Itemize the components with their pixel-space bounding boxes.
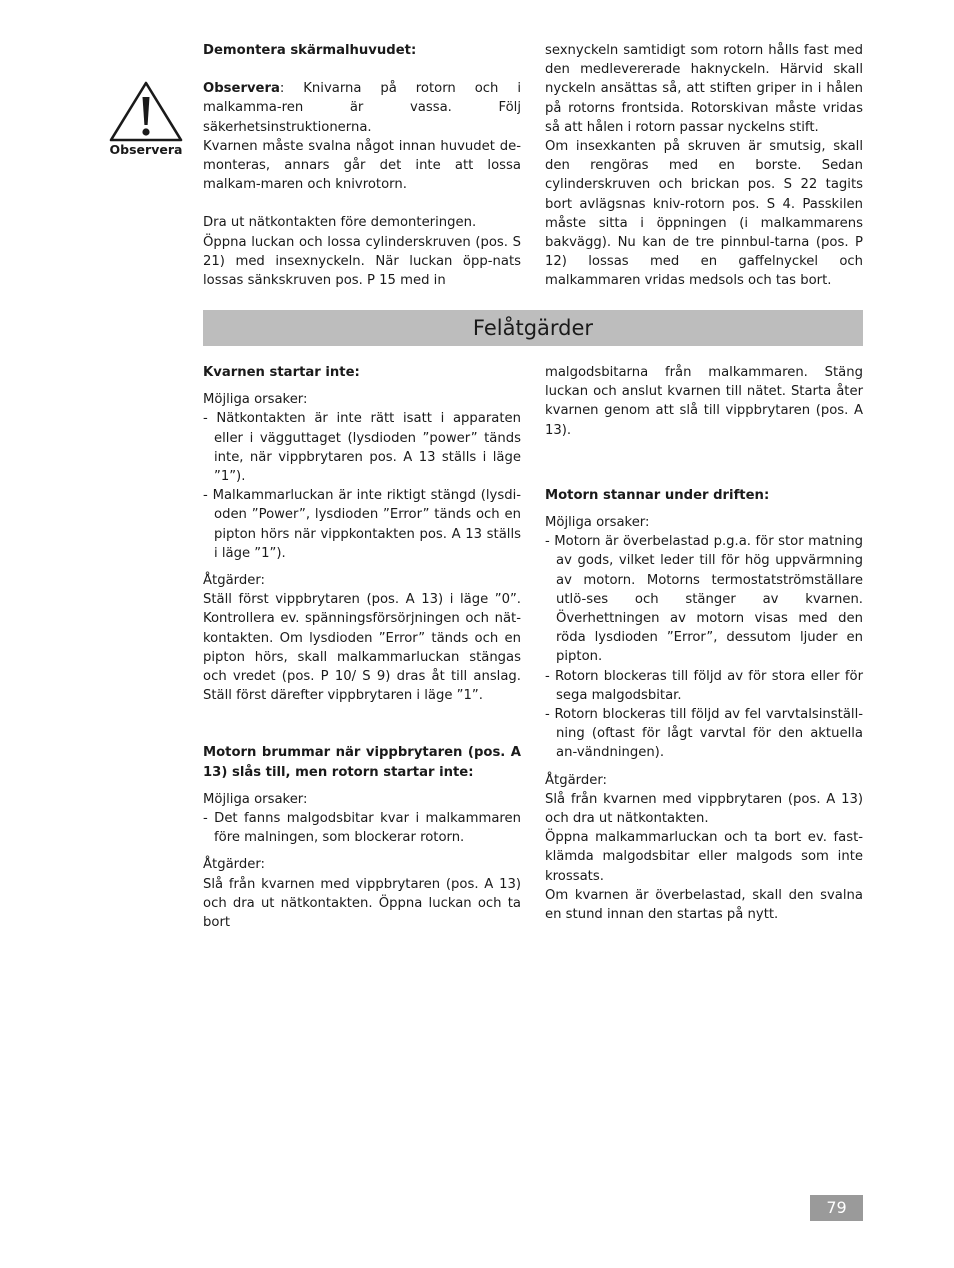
causes-label: Möjliga orsaker: <box>203 791 308 807</box>
warning-triangle-icon <box>108 80 184 144</box>
problem-heading: Motorn stannar under driften: <box>545 487 770 503</box>
paragraph: Öppna luckan och lossa cylinderskruven (pos. S 21) med insexnyckeln. När luckan öpp-nats lossas sänkskruven pos. P 15 med in <box>203 234 521 289</box>
actions-label: Åtgärder: <box>203 573 265 589</box>
warning-label: Observera <box>109 142 183 157</box>
causes-list <box>203 809 521 847</box>
actions-label: Åtgärder: <box>545 772 607 788</box>
causes-label: Möjliga orsaker: <box>203 392 308 408</box>
troubleshooting-right-column <box>545 363 863 924</box>
causes-label: Möjliga orsaker: <box>545 515 650 531</box>
top-left-column <box>203 41 521 290</box>
actions-text: Öppna malkammarluckan och ta bort ev. fast-klämda malgodsbitar eller malgods som inte krossats. <box>545 830 863 884</box>
actions-text: Ställ först vippbrytaren (pos. A 13) i läge ”0”. Kontrollera ev. spänningsförsörjningen och nät-kontakten. Om lysdioden ”Error” tänds och en pipton hörs, skall malkammarluckan stängas och vredet (pos. P 10/ S 9) dras åt till anslag. Ställ först därefter vippbrytaren i läge ”1”. <box>203 592 521 704</box>
actions-text: Om kvarnen är överbelastad, skall den svalna en stund innan den startas på nytt. <box>545 887 863 923</box>
warning-block <box>108 80 184 158</box>
caution-label: Observera <box>203 81 280 97</box>
troubleshooting-left-column <box>203 363 521 932</box>
actions-text: Slå från kvarnen med vippbrytaren (pos. A 13) och dra ut nätkontakten. <box>545 791 863 827</box>
list-item: - Motorn är överbelastad p.g.a. för stor matning av gods, vilket leder till för hög uppvärmning av motorn. Motorns termostatströmställare utlö-ses och stänger av kvarnen. Överhettningen av motorn visas med den röda lysdioden ”Error”, dessutom ljuder en pipton. <box>545 534 863 665</box>
caution-paragraph <box>203 79 521 137</box>
list-item: - Rotorn blockeras till följd av för stora eller för sega malgodsbitar. <box>545 668 863 703</box>
caution-text: : Knivarna på rotorn och i malkamma-ren är vassa. Följ säkerhetsinstruktionerna. <box>203 81 521 135</box>
problem-heading: Kvarnen startar inte: <box>203 365 360 380</box>
paragraph: sexnyckeln samtidigt som rotorn hålls fast med den medlevererade haknyckeln. Härvid skall nyckeln ansättas så, att stiften griper in i hålen på rotorns frontsida. Rotorskivan måste vridas så att hålen i rotorn passar nyckelns stift. <box>545 43 863 135</box>
paragraph: Dra ut nätkontakten före demonteringen. <box>203 215 477 231</box>
paragraph: Om insexkanten på skruven är smutsig, skall den rengöras med en borste. Sedan cylinderskruven och brickan pos. S 22 tagits bort avlägsnas kniv-rotorn pos. S 4. Passkilen måste sitta i öppningen (i malkammarens bakvägg). Nu kan de tre pinnbul-tarna (pos. P 12) lossas med en gaffelnyckel och malkammaren vridas medsols och tas bort. <box>545 139 863 289</box>
section-heading: Demontera skärmalhuvudet: <box>203 43 417 58</box>
causes-list <box>203 409 521 563</box>
section-title: Felåtgärder <box>472 316 594 340</box>
paragraph: malgodsbitarna från malkammaren. Stäng luckan och anslut kvarnen till nätet. Starta åter kvarnen genom att slå till vippbrytaren (pos. A 13). <box>545 365 863 438</box>
causes-list <box>545 532 863 762</box>
list-item: - Nätkontakten är inte rätt isatt i apparaten eller i vägguttaget (lysdioden ”power” tänds inte, när vippbrytaren pos. A 13 ställs i läge ”1”). <box>203 411 521 485</box>
top-right-column <box>545 41 863 291</box>
paragraph: Kvarnen måste svalna något innan huvudet de-monteras, annars går det inte att lossa malkam-maren och knivrotorn. <box>203 138 521 193</box>
list-item: - Malkammarluckan är inte riktigt stängd (lysdi-oden ”Power”, lysdioden ”Error” tänds och en pipton hörs när vippkontakten pos. A 13 ställs i läge ”1”). <box>203 488 521 561</box>
section-banner <box>203 310 863 346</box>
list-item: - Det fanns malgodsbitar kvar i malkammaren före malningen, som blockerar rotorn. <box>203 811 521 846</box>
actions-text: Slå från kvarnen med vippbrytaren (pos. A 13) och dra ut nätkontakten. Öppna luckan och ta bort <box>203 876 521 931</box>
page-number: 79 <box>810 1195 863 1221</box>
list-item: - Rotorn blockeras till följd av fel varvtalsinställ-ning (oftast för lågt varvtal för den aktuella an-vändningen). <box>545 707 863 761</box>
actions-label: Åtgärder: <box>203 857 265 873</box>
problem-heading: Motorn brummar när vippbrytaren (pos. A 13) slås till, men rotorn startar inte: <box>203 745 521 780</box>
